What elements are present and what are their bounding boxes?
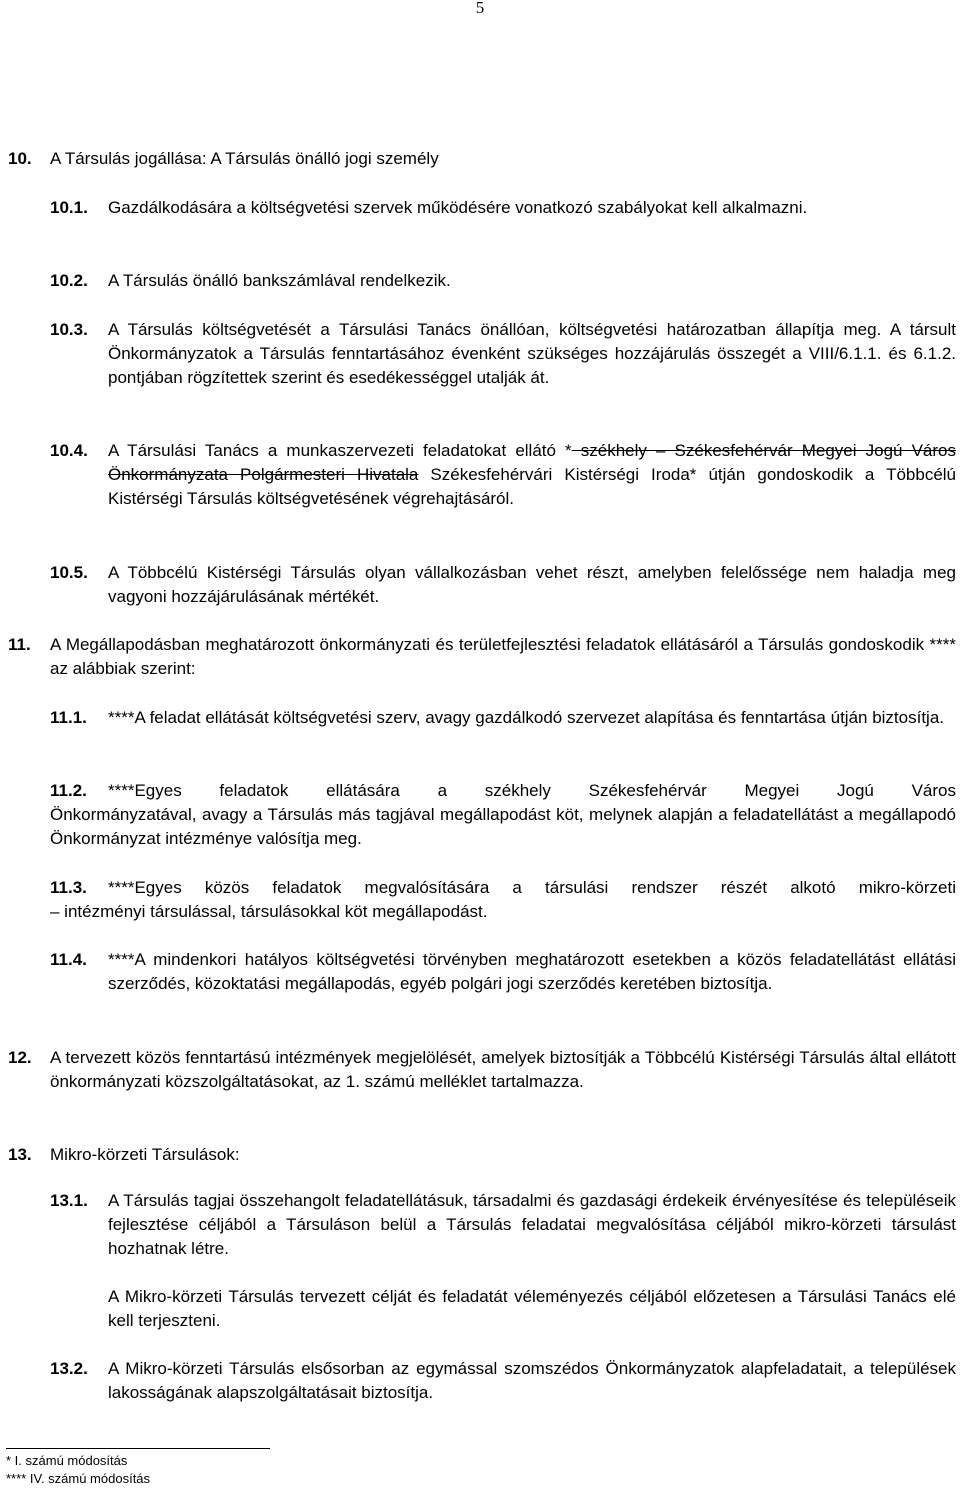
section-text: ****A mindenkori hatályos költségvetési törvényben meghatározott esetekben a közös feladatellátást ellátási szerződés, közoktatási megállapodás, egyéb polgári jogi szerződés keretében biztosítja.	[108, 950, 956, 993]
section-text: ****A feladat ellátását költségvetési szerv, avagy gazdálkodó szervezet alapítása és fenntartása útján biztosítja.	[108, 708, 945, 727]
section-text: A Társulás jogállása: A Társulás önálló jogi személy	[50, 149, 439, 168]
page-number: 5	[475, 0, 485, 17]
section-number: 13.1.	[50, 1191, 88, 1210]
section-number: 11.	[8, 635, 31, 654]
section-11	[8, 633, 956, 681]
section-number: 10.	[8, 149, 32, 168]
section-13-1	[50, 1189, 956, 1261]
section-number: 13.	[8, 1145, 32, 1164]
section-text: A Többcélú Kistérségi Társulás olyan vállalkozásban vehet részt, amelyben felelőssége nem haladja meg vagyoni hozzájárulásának mértékét.	[108, 563, 956, 606]
section-text-continued: – intézményi társulással, társulásokkal köt megállapodást.	[50, 902, 488, 921]
section-11-2	[50, 779, 956, 851]
section-number: 11.1.	[50, 708, 87, 727]
section-10-2	[50, 269, 956, 293]
section-11-1	[50, 706, 956, 730]
section-number: 10.2.	[50, 271, 88, 290]
section-text-first-line: ****Egyes közös feladatok megvalósítására a társulási rendszer részét alkotó mikro-körzeti	[108, 878, 956, 897]
section-text: A Mikro-körzeti Társulás elsősorban az egymással szomszédos Önkormányzatok alapfeladatait, a települések lakosságának alapszolgáltatásait biztosítja.	[108, 1359, 956, 1402]
section-number: 10.4.	[50, 441, 88, 460]
section-text: A Megállapodásban meghatározott önkormányzati és területfejlesztési feladatok ellátásáról a Társulás gondoskodik **** az alábbiak szerint:	[50, 635, 956, 678]
section-number: 10.1.	[50, 198, 88, 217]
section-11-3	[50, 876, 956, 924]
struck-text: székhely – Székesfehérvár Megyei Jogú Város Önkormányzata Polgármesteri Hivatala	[108, 441, 956, 484]
section-number: 13.2.	[50, 1359, 88, 1378]
section-13-2	[50, 1357, 956, 1405]
section-number: 10.5.	[50, 563, 88, 582]
section-12	[8, 1046, 956, 1094]
section-10-4	[50, 439, 956, 511]
section-number: 12.	[8, 1048, 32, 1067]
section-text: A Mikro-körzeti Társulás tervezett célját és feladatát véleményezés céljából előzetesen a Társulási Tanács elé kell terjeszteni.	[108, 1287, 956, 1330]
section-text	[108, 439, 956, 511]
section-number: 11.3.	[50, 878, 87, 897]
section-number: 11.2.	[50, 781, 87, 800]
section-10-3	[50, 318, 956, 390]
section-13-1-paragraph	[50, 1285, 956, 1333]
footnote: **** IV. számú módosítás	[6, 1471, 151, 1486]
section-text: A Társulás tagjai összehangolt feladatellátásuk, társadalmi és gazdasági érdekeik érvényesítése és településeik fejlesztése céljából a Társuláson belül a Társulás feladatai megvalósítása céljából mikro-körzeti társulást hozhatnak létre.	[108, 1191, 956, 1258]
text-part-b: Székesfehérvári Kistérségi Iroda* útján gondoskodik a Többcélú Kistérségi Társulás költségvetésének végrehajtásáról.	[108, 465, 957, 508]
section-text: A tervezett közös fenntartású intézmények megjelölését, amelyek biztosítják a Többcélú Kistérségi Társulás által ellátott önkormányzati közszolgáltatásokat, az 1. számú melléklet tartalmazza.	[50, 1048, 956, 1091]
section-10-5	[50, 561, 956, 609]
text-part-a: A Társulási Tanács a munkaszervezeti feladatokat ellátó *	[108, 441, 572, 460]
section-text: Gazdálkodására a költségvetési szervek működésére vonatkozó szabályokat kell alkalmazni.	[108, 198, 808, 217]
section-10	[8, 147, 956, 171]
section-text: Mikro-körzeti Társulások:	[50, 1145, 240, 1164]
section-number: 11.4.	[50, 950, 87, 969]
section-10-1	[50, 196, 956, 220]
section-13	[8, 1143, 956, 1167]
section-11-4	[50, 948, 956, 996]
section-text: A Társulás önálló bankszámlával rendelkezik.	[108, 271, 451, 290]
footnote: * I. számú módosítás	[6, 1453, 128, 1468]
section-text: A Társulás költségvetését a Társulási Tanács önállóan, költségvetési határozatban állapítja meg. A társult Önkormányzatok a Társulás fenntartásához évenként szükséges hozzájárulás összegét a VIII/6.1.1. és 6.1.2. pontjában rögzítettek szerint és esedékességgel utalják át.	[108, 320, 956, 387]
section-number: 10.3.	[50, 320, 88, 339]
section-text-continued: Önkormányzatával, avagy a Társulás más tagjával megállapodást köt, melynek alapján a feladatellátást a megállapodó Önkormányzat intézménye valósítja meg.	[50, 805, 956, 848]
section-text-first-line: ****Egyes feladatok ellátására a székhely Székesfehérvár Megyei Jogú Város	[108, 781, 956, 800]
footnote-separator	[6, 1448, 270, 1449]
